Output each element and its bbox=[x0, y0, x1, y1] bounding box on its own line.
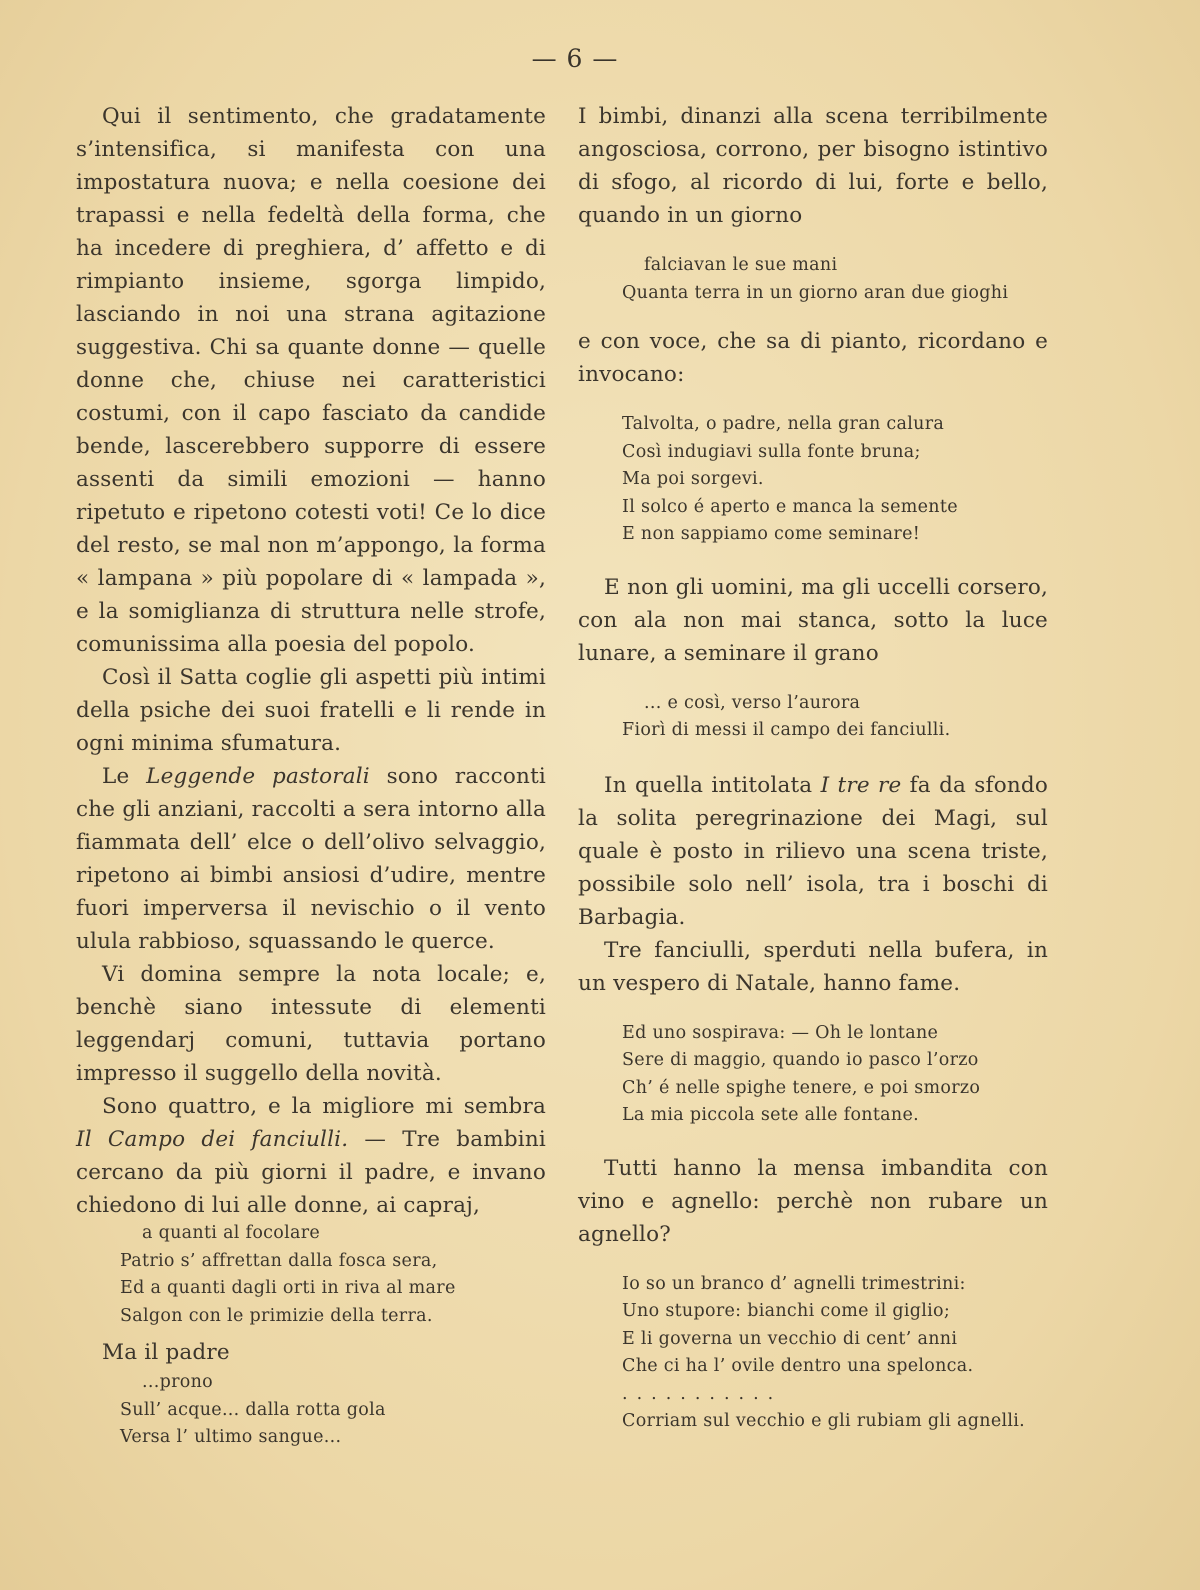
paragraph: Ma il padre bbox=[102, 1340, 230, 1365]
paragraph: Tutti hanno la mensa imbandita con vino e agnello: perchè non rubare un agnello? bbox=[578, 1155, 1048, 1247]
left-column bbox=[76, 100, 546, 1452]
verse-block bbox=[76, 1369, 546, 1452]
verse-line: a quanti al focolare bbox=[142, 1223, 321, 1243]
page-number: — 6 — bbox=[531, 44, 619, 73]
paragraph: E non gli uomini, ma gli uccelli corsero, con ala non mai stanca, sotto la luce lunare, a seminare il grano bbox=[578, 574, 1048, 666]
paragraph: Qui il sentimento, che gradatamente s’intensifica, si manifesta con una impostatura nuova; e nella coesione dei trapassi e nella fedeltà della forma, che ha incedere di preghiera, d’ affetto e di rimpianto insieme, sgorga limpido, lasciando in noi una strana agitazione suggestiva. Chi sa quante donne — quelle donne che, chiuse nei caratteristici costumi, con il capo fasciato da candide bende, lascerebbero supporre di essere assenti da simili emozioni — hanno ripetuto e ripetono cotesti voti! Ce lo dice del resto, se mal non m’appongo, la forma « lampana » più popolare di « lampada », e la somiglianza di struttura nelle strofe, comunissima alla poesia del popolo. bbox=[76, 104, 546, 657]
paragraph: Così il Satta coglie gli aspetti più intimi della psiche dei suoi fratelli e li rende in ogni minima sfumatura. bbox=[76, 665, 546, 756]
text-span: Le bbox=[102, 764, 147, 789]
verse-block bbox=[622, 1271, 1048, 1436]
paragraph: Vi domina sempre la nota locale; e, benchè siano intessute di elementi leggendarj comuni, tuttavia portano impresso il suggello della novità. bbox=[76, 962, 546, 1086]
ellipsis-separator: ........... bbox=[622, 1383, 783, 1404]
verse-line: Ed a quanti dagli orti in riva al mare bbox=[120, 1278, 456, 1298]
verse-line: La mia piccola sete alle fontane. bbox=[622, 1105, 920, 1125]
verse-line: Sere di maggio, quando io pasco l’orzo bbox=[622, 1050, 979, 1070]
text-span: sono racconti che gli anziani, raccolti a sera intorno alla fiammata dell’ elce o dell’olivo selvaggio, ripetono ai bimbi ansiosi d’udire, mentre fuori imperversa il nevischio o il vento ulula rabbioso, squassando le querce. bbox=[76, 764, 546, 954]
verse-block bbox=[622, 690, 1048, 745]
verse-line: Così indugiavi sulla fonte bruna; bbox=[622, 441, 921, 462]
text-span: Sono quattro, e la migliore mi sembra bbox=[102, 1094, 546, 1119]
verse-line: Uno stupore: bianchi come il giglio; bbox=[622, 1301, 951, 1321]
italic-title: Leggende pastorali bbox=[146, 764, 370, 789]
text-span: In quella intitolata bbox=[604, 772, 821, 798]
verse-line: Versa l’ ultimo sangue... bbox=[120, 1427, 342, 1447]
verse-line: Io so un branco d’ agnelli trimestrini: bbox=[622, 1273, 966, 1294]
paragraph: Tre fanciulli, sperduti nella bufera, in un vespero di Natale, hanno fame. bbox=[578, 937, 1048, 996]
verse-line: falciavan le sue mani bbox=[644, 255, 838, 275]
verse-block bbox=[76, 1220, 546, 1330]
verse-line: Salgon con le primizie della terra. bbox=[120, 1305, 433, 1326]
text-span: fa da sfondo la solita peregrinazione dei Magi, sul quale è posto in rilievo una scena triste, possibile solo nell’ isola, tra i boschi di Barbagia. bbox=[578, 772, 1048, 930]
paragraph: I bimbi, dinanzi alla scena terribilmente angosciosa, corrono, per bisogno istintivo di sfogo, al ricordo di lui, forte e bello, quando in un giorno bbox=[578, 104, 1048, 228]
verse-line: E li governa un vecchio di cent’ anni bbox=[622, 1328, 958, 1349]
paragraph: e con voce, che sa di pianto, ricordano e invocano: bbox=[578, 329, 1048, 387]
verse-line: Ma poi sorgevi. bbox=[622, 469, 764, 489]
verse-line: Patrio s’ affrettan dalla fosca sera, bbox=[120, 1250, 438, 1271]
verse-line: ...prono bbox=[142, 1372, 213, 1392]
text-span: — Tre bambini cercano da più giorni il padre, e invano chiedono di lui alle donne, ai capraj, bbox=[76, 1127, 546, 1218]
verse-block bbox=[622, 411, 1048, 549]
verse-line: Talvolta, o padre, nella gran calura bbox=[622, 414, 945, 434]
verse-line: Che ci ha l’ ovile dentro una spelonca. bbox=[622, 1356, 974, 1376]
verse-line: Quanta terra in un giorno aran due gioghi bbox=[622, 282, 1009, 303]
italic-title: Il Campo dei fanciulli. bbox=[76, 1127, 349, 1152]
verse-line: ... e così, verso l’aurora bbox=[644, 692, 861, 713]
verse-block bbox=[622, 1020, 1048, 1130]
verse-line: Ed uno sospirava: — Oh le lontane bbox=[622, 1022, 939, 1043]
verse-line: E non sappiamo come seminare! bbox=[622, 524, 921, 544]
paragraph bbox=[76, 760, 546, 958]
italic-title: I tre re bbox=[820, 772, 902, 798]
verse-line: Ch’ é nelle spighe tenere, e poi smorzo bbox=[622, 1077, 981, 1098]
paragraph bbox=[578, 769, 1048, 934]
paragraph bbox=[76, 1090, 546, 1222]
verse-block bbox=[622, 252, 1048, 307]
verse-line: Corriam sul vecchio e gli rubiam gli agnelli. bbox=[622, 1411, 1026, 1431]
verse-line: Sull’ acque... dalla rotta gola bbox=[120, 1399, 386, 1420]
right-column bbox=[578, 100, 1048, 1436]
verse-line: Il solco é aperto e manca la semente bbox=[622, 496, 958, 517]
verse-line: Fiorì di messi il campo dei fanciulli. bbox=[622, 720, 951, 740]
